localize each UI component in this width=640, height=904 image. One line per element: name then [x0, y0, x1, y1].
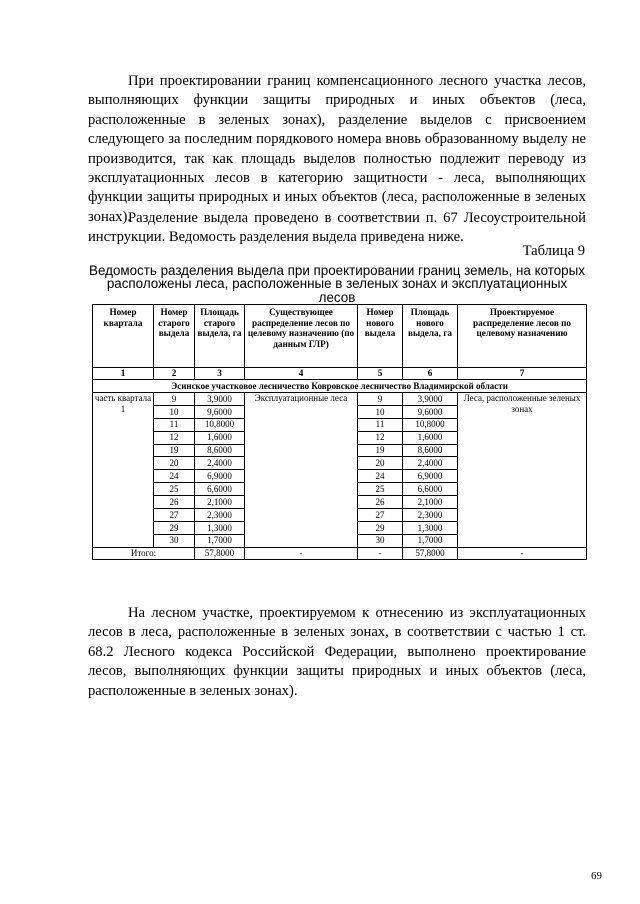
- old-plot-area: 3,9000: [195, 393, 245, 406]
- old-plot-area: 2,3000: [195, 509, 245, 522]
- new-plot-number: 12: [358, 431, 403, 444]
- new-plot-number: 19: [358, 444, 403, 457]
- conclusion-paragraph: На лесном участке, проектируемом к отнесению из эксплуатационных лесов в леса, расположенные в зеленых зонах, в соответствии с частью 1 ст. 68.2 Лесного кодекса Российской Федерации, выполнено проектирование лесов, выполняющих функции защиты природных и иных объектов (леса, расположенные в зеленых зонах).: [88, 605, 586, 699]
- new-plot-number: 26: [358, 496, 403, 509]
- new-plot-number: 29: [358, 521, 403, 534]
- column-number: 4: [245, 368, 358, 380]
- old-plot-number: 9: [154, 393, 195, 406]
- column-number: 1: [93, 368, 154, 380]
- header-existing-distribution: Существующее распределение лесов по целевому назначению (по данным ГЛР): [245, 305, 358, 368]
- intro-paragraph: При проектировании границ компенсационного лесного участка лесов, выполняющих функции защиты природных и иных объектов (леса, расположенные в зеленых зонах), разделение выделов с присвоением следующего за последним порядкового номера вновь образованному выделу не производится, так как площадь выделов полностью подлежит переводу из эксплуатационных лесов в категорию защитности - леса, выполняющих функции защиты природных и иных объектов (леса, расположенные в зеленых зонах).: [88, 73, 586, 225]
- division-paragraph: Разделение выдела проведено в соответствии п. 67 Лесоустроительной инструкции. Ведомость разделения выдела приведена ниже.: [88, 210, 586, 246]
- old-plot-number: 29: [154, 521, 195, 534]
- new-plot-area: 8,6000: [403, 444, 458, 457]
- new-plot-number: 30: [358, 534, 403, 547]
- old-plot-number: 24: [154, 470, 195, 483]
- total-label: Итого:: [93, 547, 195, 559]
- old-plot-area: 2,4000: [195, 457, 245, 470]
- total-projected: -: [458, 547, 587, 559]
- old-plot-number: 27: [154, 509, 195, 522]
- new-plot-area: 1,7000: [403, 534, 458, 547]
- header-new-plot-area: Площадь нового выдела, га: [403, 305, 458, 368]
- new-plot-number: 11: [358, 418, 403, 431]
- new-plot-number: 25: [358, 483, 403, 496]
- old-plot-area: 6,6000: [195, 483, 245, 496]
- new-plot-area: 2,1000: [403, 496, 458, 509]
- old-plot-number: 12: [154, 431, 195, 444]
- new-plot-number: 20: [358, 457, 403, 470]
- quarter-cell: часть квартала 1: [93, 393, 154, 548]
- old-plot-number: 30: [154, 534, 195, 547]
- column-number: 2: [154, 368, 195, 380]
- new-plot-area: 1,3000: [403, 521, 458, 534]
- header-old-plot-number: Номер старого выдела: [154, 305, 195, 368]
- column-number: 5: [358, 368, 403, 380]
- old-plot-area: 2,1000: [195, 496, 245, 509]
- column-number: 3: [195, 368, 245, 380]
- new-plot-area: 3,9000: [403, 393, 458, 406]
- page-number: 69: [591, 870, 602, 882]
- old-plot-area: 1,3000: [195, 521, 245, 534]
- total-row: [93, 547, 587, 559]
- new-plot-number: 24: [358, 470, 403, 483]
- table-caption: Ведомость разделения выдела при проектировании границ земель, на которых расположены леса, расположенные в зеленых зонах и эксплуатационных лесов: [89, 263, 585, 305]
- new-plot-area: 2,3000: [403, 509, 458, 522]
- old-plot-area: 8,6000: [195, 444, 245, 457]
- column-number: 6: [403, 368, 458, 380]
- header-new-plot-number: Номер нового выдела: [358, 305, 403, 368]
- old-plot-area: 9,6000: [195, 405, 245, 418]
- new-plot-area: 10,8000: [403, 418, 458, 431]
- new-plot-area: 2,4000: [403, 457, 458, 470]
- header-projected-distribution: Проектируемое распределение лесов по целевому назначению: [458, 305, 587, 368]
- projected-distribution-cell: Леса, расположенные зеленых зонах: [458, 393, 587, 548]
- old-plot-number: 25: [154, 483, 195, 496]
- old-plot-area: 1,7000: [195, 534, 245, 547]
- new-plot-number: 9: [358, 393, 403, 406]
- new-plot-area: 6,9000: [403, 470, 458, 483]
- old-plot-number: 19: [154, 444, 195, 457]
- total-old-area: 57,8000: [195, 547, 245, 559]
- new-plot-number: 10: [358, 405, 403, 418]
- old-plot-area: 6,9000: [195, 470, 245, 483]
- existing-distribution-cell: Эксплуатационные леса: [245, 393, 358, 548]
- table-number: Таблица 9: [522, 243, 585, 259]
- new-plot-area: 9,6000: [403, 405, 458, 418]
- old-plot-area: 10,8000: [195, 418, 245, 431]
- old-plot-number: 26: [154, 496, 195, 509]
- total-new-area: 57,8000: [403, 547, 458, 559]
- division-table: [92, 304, 587, 560]
- district-row: Эсинское участковое лесничество Ковровское лесничество Владимирской области: [93, 380, 587, 393]
- old-plot-number: 11: [154, 418, 195, 431]
- new-plot-number: 27: [358, 509, 403, 522]
- column-number: 7: [458, 368, 587, 380]
- header-quarter-number: Номер квартала: [93, 305, 154, 368]
- table-row: [93, 393, 587, 406]
- total-existing: -: [245, 547, 358, 559]
- header-old-plot-area: Площадь старого выдела, га: [195, 305, 245, 368]
- new-plot-area: 6,6000: [403, 483, 458, 496]
- total-new-number: -: [358, 547, 403, 559]
- new-plot-area: 1,6000: [403, 431, 458, 444]
- old-plot-area: 1,6000: [195, 431, 245, 444]
- old-plot-number: 20: [154, 457, 195, 470]
- old-plot-number: 10: [154, 405, 195, 418]
